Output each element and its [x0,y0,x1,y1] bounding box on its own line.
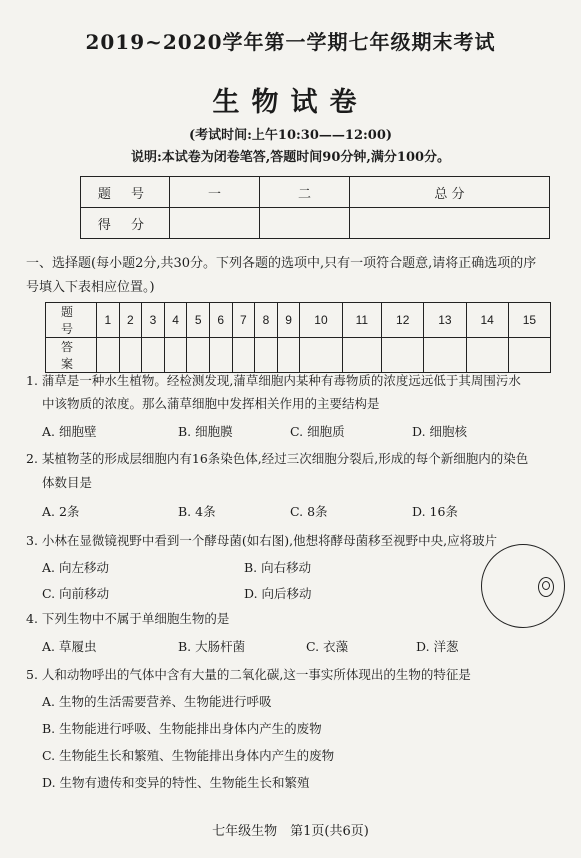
answer-number-15: 15 [508,303,550,338]
score-cell[interactable] [260,208,350,239]
answer-cell-9[interactable] [277,338,300,373]
q2-option-a[interactable]: A. 2条 [42,504,80,519]
question-4-line1: 4. 下列生物中不属于单细胞生物的是 [26,611,230,626]
answer-number-4: 4 [164,303,187,338]
score-col-1: 一 [170,177,260,208]
answer-table-answer-label: 答 案 [46,338,97,373]
score-cell[interactable] [170,208,260,239]
answer-number-3: 3 [142,303,165,338]
question-1-line2: 中该物质的浓度。那么蒲草细胞中发挥相关作用的主要结构是 [42,396,380,411]
score-col-total: 总 分 [350,177,550,208]
answer-cell-5[interactable] [187,338,210,373]
question-2-line2: 体数目是 [42,475,93,490]
q1-option-b[interactable]: B. 细胞膜 [178,424,233,439]
answer-number-6: 6 [209,303,232,338]
answer-number-10: 10 [300,303,342,338]
answer-number-1: 1 [97,303,120,338]
q2-option-b[interactable]: B. 4条 [178,504,216,519]
q1-option-a[interactable]: A. 细胞壁 [42,424,97,439]
answer-cell-1[interactable] [97,338,120,373]
q3-option-d[interactable]: D. 向后移动 [244,586,312,601]
answer-number-2: 2 [119,303,142,338]
section1-heading-cont: 号填入下表相应位置。) [26,280,155,295]
q5-option-a[interactable]: A. 生物的生活需要营养、生物能进行呼吸 [42,694,272,709]
yeast-nucleus-figure [542,581,550,590]
answer-cell-13[interactable] [424,338,466,373]
answer-number-13: 13 [424,303,466,338]
answer-cell-8[interactable] [255,338,278,373]
question-2-line1: 2. 某植物茎的形成层细胞内有16条染色体,经过三次细胞分裂后,形成的每个新细胞内的染色 [26,451,529,466]
score-table-header-row [81,177,550,208]
q3-option-c[interactable]: C. 向前移动 [42,586,110,601]
answer-number-5: 5 [187,303,210,338]
q5-option-b[interactable]: B. 生物能进行呼吸、生物能排出身体内产生的废物 [42,721,322,736]
exam-title: 2019~2020学年第一学期七年级期末考试 [85,30,496,54]
question-5-line1: 5. 人和动物呼出的气体中含有大量的二氧化碳,这一事实所体现出的生物的特征是 [26,667,471,682]
answer-cell-2[interactable] [119,338,142,373]
yeast-cell-figure [538,577,554,597]
answer-number-11: 11 [342,303,382,338]
answer-table-row-label: 题 号 [46,303,97,338]
section1-heading: 一、选择题(每小题2分,共30分。下列各题的选项中,只有一项符合题意,请将正确选项的序 [26,256,537,271]
q2-option-d[interactable]: D. 16条 [412,504,458,519]
q5-option-d[interactable]: D. 生物有遗传和变异的特性、生物能生长和繁殖 [42,775,310,790]
answer-cell-4[interactable] [164,338,187,373]
question-3-line1: 3. 小林在显微镜视野中看到一个酵母菌(如右图),他想将酵母菌移至视野中央,应将玻片 [26,533,498,548]
score-table-score-row [81,208,550,239]
answer-cell-15[interactable] [508,338,550,373]
score-cell[interactable] [350,208,550,239]
question-1-line1: 1. 蒲草是一种水生植物。经检测发现,蒲草细胞内某种有毒物质的浓度远远低于其周围污水 [26,373,521,388]
q1-option-c[interactable]: C. 细胞质 [290,424,345,439]
answer-table-answer-row [46,338,551,373]
answer-cell-10[interactable] [300,338,342,373]
answer-cell-6[interactable] [209,338,232,373]
q4-option-a[interactable]: A. 草履虫 [42,639,97,654]
answer-cell-3[interactable] [142,338,165,373]
q4-option-b[interactable]: B. 大肠杆菌 [178,639,246,654]
q2-option-c[interactable]: C. 8条 [290,504,328,519]
score-col-2: 二 [260,177,350,208]
exam-time: (考试时间:上午10:30——12:00) [188,128,393,143]
answer-cell-14[interactable] [466,338,508,373]
answer-number-12: 12 [382,303,424,338]
q5-option-c[interactable]: C. 生物能生长和繁殖、生物能排出身体内产生的废物 [42,748,335,763]
q3-option-a[interactable]: A. 向左移动 [42,560,109,575]
q3-option-b[interactable]: B. 向右移动 [244,560,312,575]
q4-option-c[interactable]: C. 衣藻 [306,639,349,654]
answer-number-14: 14 [466,303,508,338]
answer-table [45,302,551,373]
q1-option-d[interactable]: D. 细胞核 [412,424,468,439]
answer-cell-11[interactable] [342,338,382,373]
answer-cell-12[interactable] [382,338,424,373]
answer-number-8: 8 [255,303,278,338]
exam-note: 说明:本试卷为闭卷笔答,答题时间90分钟,满分100分。 [130,150,451,165]
q4-option-d[interactable]: D. 洋葱 [416,639,459,654]
page-footer: 七年级生物 第1页(共6页) [212,824,369,839]
answer-table-number-row [46,303,551,338]
score-table [80,176,550,239]
score-table-row-label: 题 号 [81,177,170,208]
answer-cell-7[interactable] [232,338,255,373]
answer-number-7: 7 [232,303,255,338]
subject-title: 生物试卷 [212,87,369,118]
answer-number-9: 9 [277,303,300,338]
score-table-score-label: 得 分 [81,208,170,239]
